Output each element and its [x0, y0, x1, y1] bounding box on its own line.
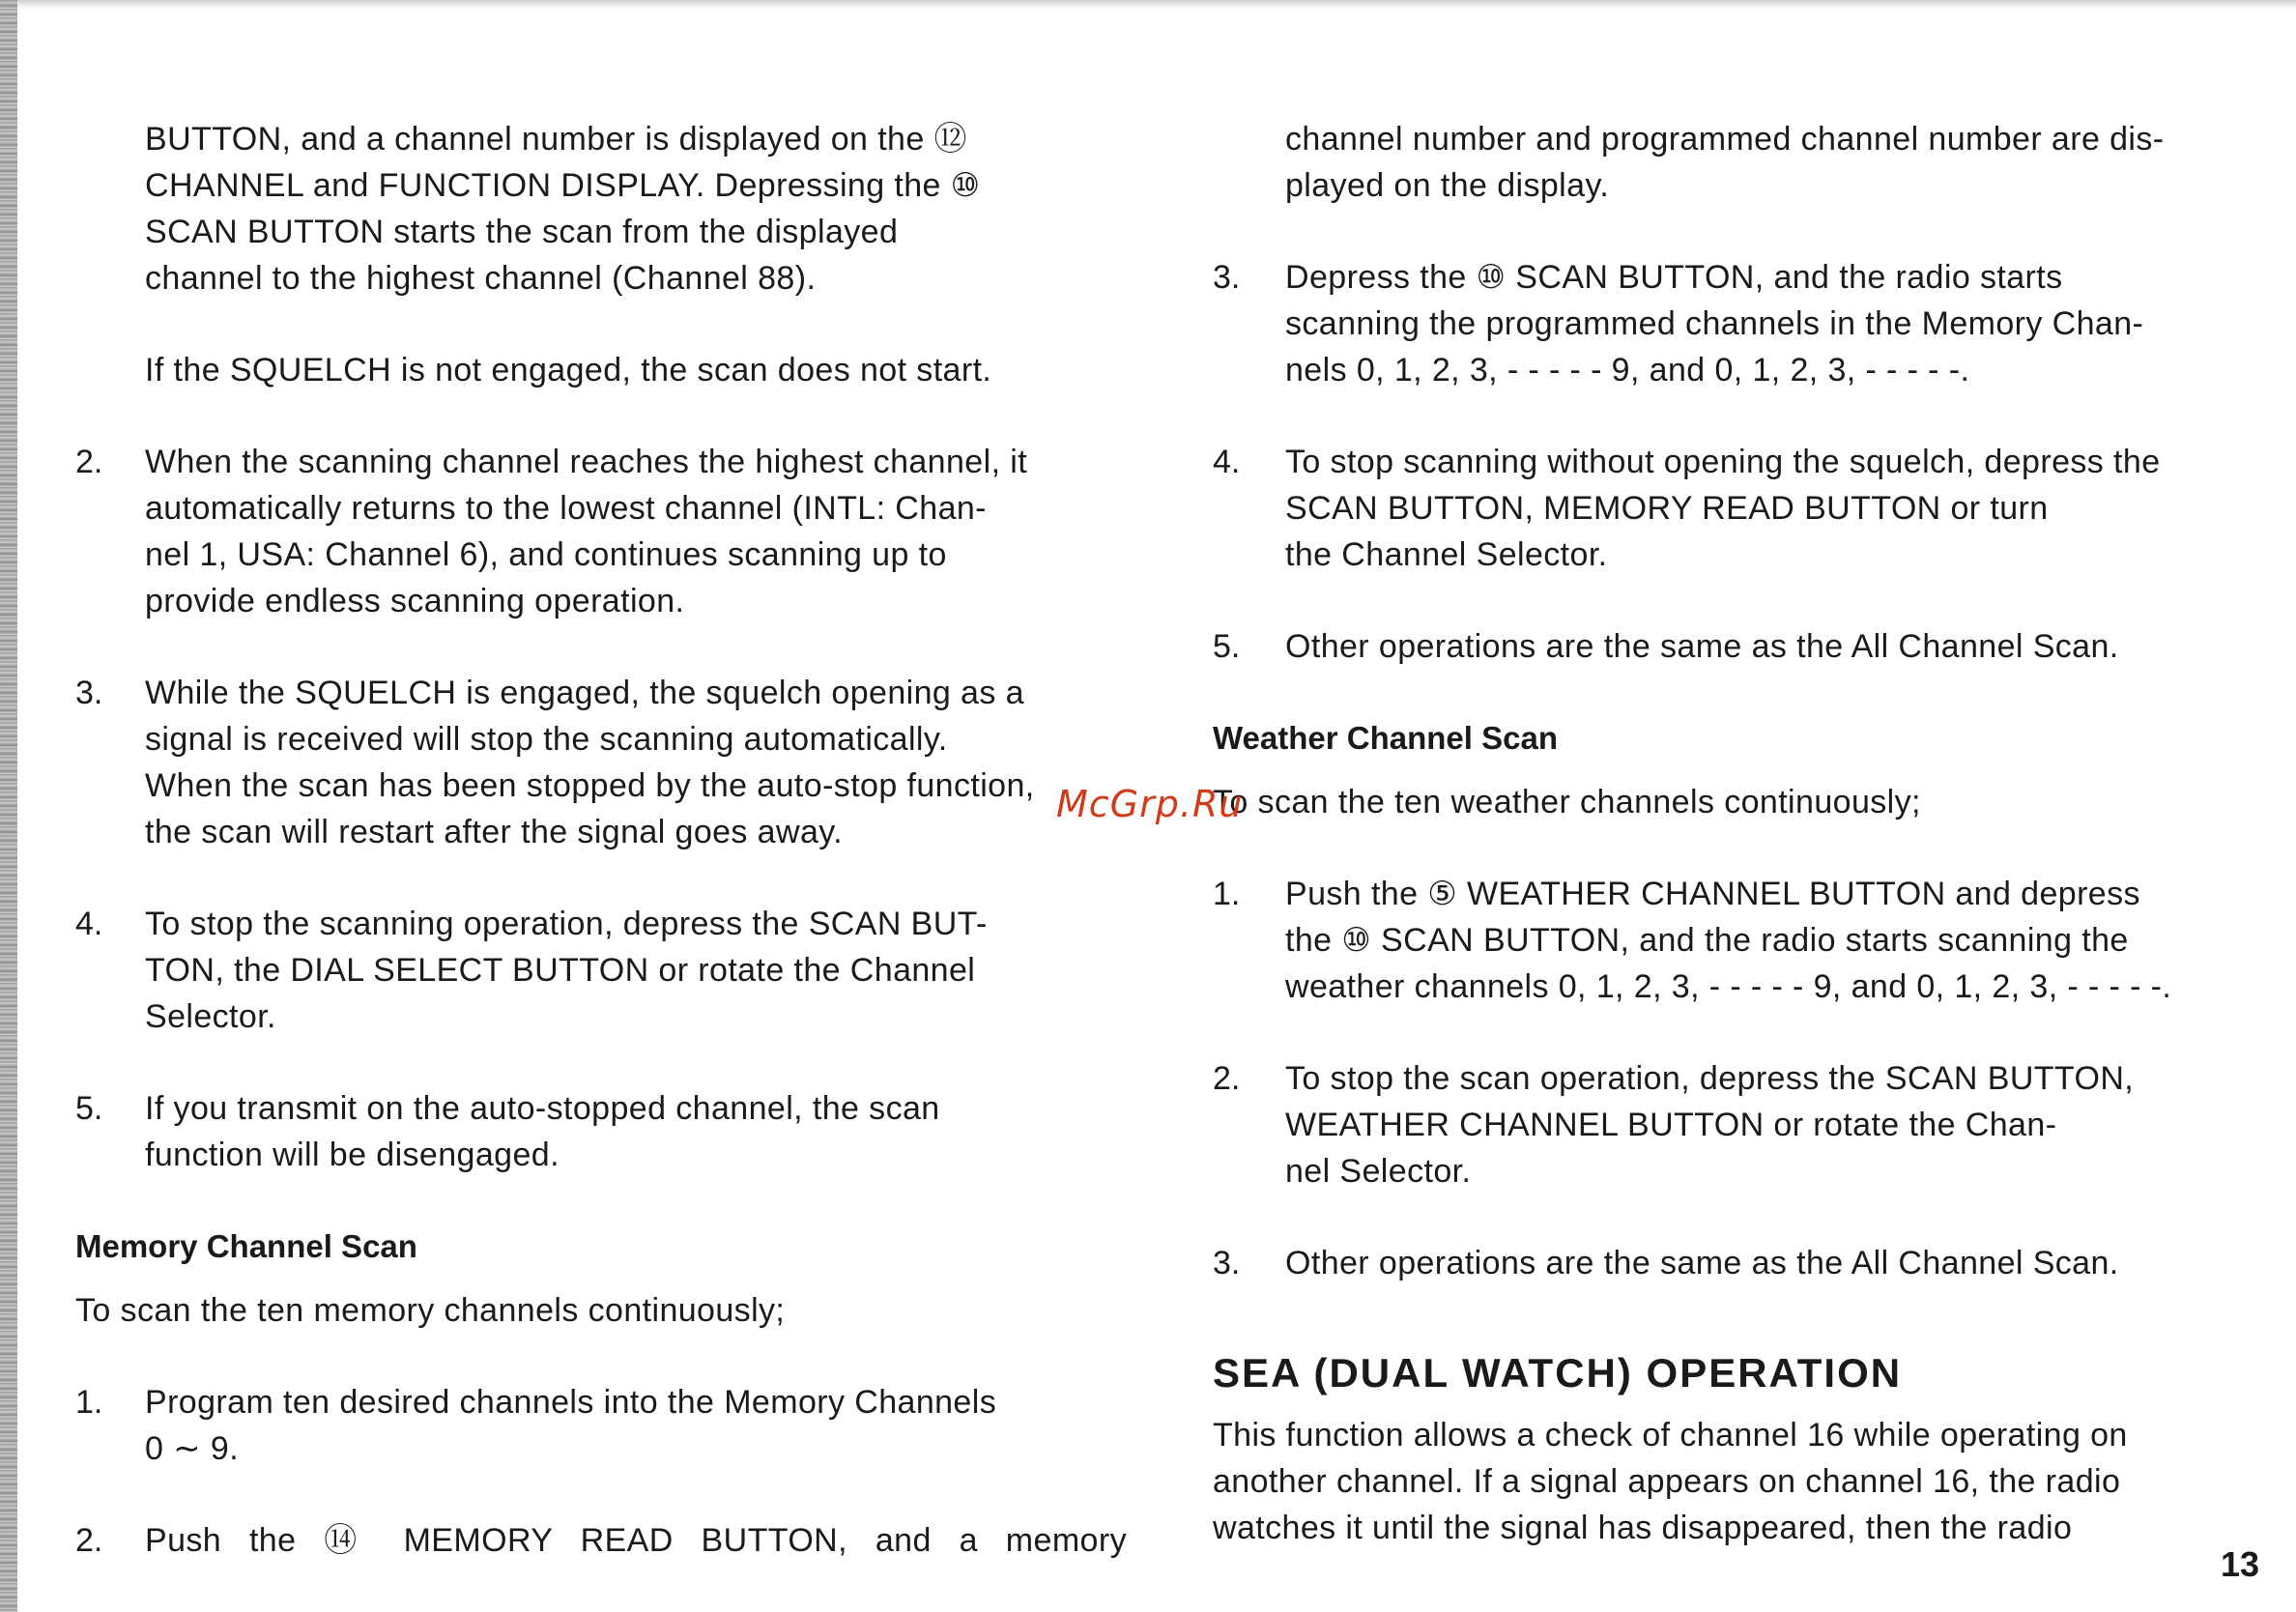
squelch-note: If the SQUELCH is not engaged, the scan does not start. — [145, 352, 992, 389]
item-text: Push the ⑭ MEMORY READ BUTTON, and a memory — [145, 1522, 1127, 1559]
item-text: To stop the scanning operation, depress the SCAN BUT- TON, the DIAL SELECT BUTTON or rotate the Channel Selector. — [145, 906, 988, 1035]
item-text: Depress the ⑩ SCAN BUTTON, and the radio starts scanning the programmed channels in the Memory Chan- nels 0, 1, 2, 3, - - - - - 9, and 0, 1, 2, 3, - - - - -. — [1285, 259, 2144, 389]
item-number: 5. — [75, 1090, 103, 1127]
right-column — [1213, 116, 2198, 1551]
item-text: If you transmit on the auto-stopped channel, the scan function will be disengaged. — [145, 1090, 940, 1173]
memory-channel-scan-heading: Memory Channel Scan — [75, 1228, 417, 1264]
list-item — [1213, 871, 2198, 1010]
item-number: 1. — [75, 1384, 103, 1421]
item-number: 5. — [1213, 628, 1241, 665]
weather-channel-scan-heading: Weather Channel Scan — [1213, 720, 1558, 756]
watermark: McGrp.Ru — [1056, 783, 1244, 825]
item-text: Other operations are the same as the All Channel Scan. — [1285, 1245, 2119, 1281]
list-item — [1213, 1240, 2198, 1286]
item-text: When the scanning channel reaches the highest channel, it automatically returns to the lowest channel (INTL: Chan- nel 1, USA: Channel 6), and continues scanning up to provide endless scanning operation. — [145, 444, 1028, 619]
sea-paragraph: This function allows a check of channel 16 while operating on another channel. If a signal appears on channel 16, the radio watches it until the signal has disappeared, then the radio — [1213, 1417, 2128, 1546]
list-item — [1213, 254, 2198, 393]
item-text: While the SQUELCH is engaged, the squelch opening as a signal is received will stop the scanning automatically. When the scan has been stopped by the auto-stop function, the scan will restart after the signal goes away. — [145, 675, 1035, 850]
item-number: 2. — [75, 444, 103, 480]
list-item — [75, 439, 1127, 624]
item-text: Program ten desired channels into the Memory Channels 0 ∼ 9. — [145, 1384, 997, 1467]
weather-intro: To scan the ten weather channels continuously; — [1213, 784, 1921, 820]
list-item — [75, 1517, 1127, 1564]
item-text: Push the ⑤ WEATHER CHANNEL BUTTON and depress the ⑩ SCAN BUTTON, and the radio starts scanning the weather channels 0, 1, 2, 3, - - - - - 9, and 0, 1, 2, 3, - - - - -. — [1285, 876, 2172, 1005]
item-number: 2. — [1213, 1060, 1241, 1097]
item-text: To stop the scan operation, depress the SCAN BUTTON, WEATHER CHANNEL BUTTON or rotate the Chan- nel Selector. — [1285, 1060, 2135, 1190]
scan-edge-left — [0, 0, 17, 1612]
item-number: 2. — [75, 1522, 103, 1559]
list-item — [1213, 1055, 2198, 1195]
list-item — [75, 670, 1127, 855]
list-item — [75, 1379, 1127, 1472]
list-item — [1213, 439, 2198, 578]
list-item — [1213, 623, 2198, 670]
item-number: 4. — [75, 906, 103, 942]
item-text: To stop scanning without opening the squelch, depress the SCAN BUTTON, MEMORY READ BUTTON or turn the Channel Selector. — [1285, 444, 2161, 573]
scan-edge-top — [17, 0, 2296, 10]
left-column — [75, 116, 1127, 1564]
continuation-block — [1213, 116, 2198, 209]
memory-intro: To scan the ten memory channels continuously; — [75, 1292, 786, 1329]
list-item — [75, 1085, 1127, 1178]
continuation-text: channel number and programmed channel number are dis- played on the display. — [1285, 121, 2165, 204]
item-number: 3. — [1213, 1245, 1241, 1281]
intro-paragraph: BUTTON, and a channel number is displayed on the ⑫ CHANNEL and FUNCTION DISPLAY. Depressing the ⑩ SCAN BUTTON starts the scan from the displayed channel to the highest channel (Channel 88). — [145, 121, 981, 297]
sea-dual-watch-heading: SEA (DUAL WATCH) OPERATION — [1213, 1350, 1903, 1396]
list-item — [75, 901, 1127, 1040]
item-number: 4. — [1213, 444, 1241, 480]
item-number: 3. — [75, 675, 103, 711]
page-number: 13 — [2221, 1544, 2260, 1584]
item-text: Other operations are the same as the All Channel Scan. — [1285, 628, 2119, 665]
item-number: 1. — [1213, 876, 1241, 912]
item-number: 3. — [1213, 259, 1241, 296]
